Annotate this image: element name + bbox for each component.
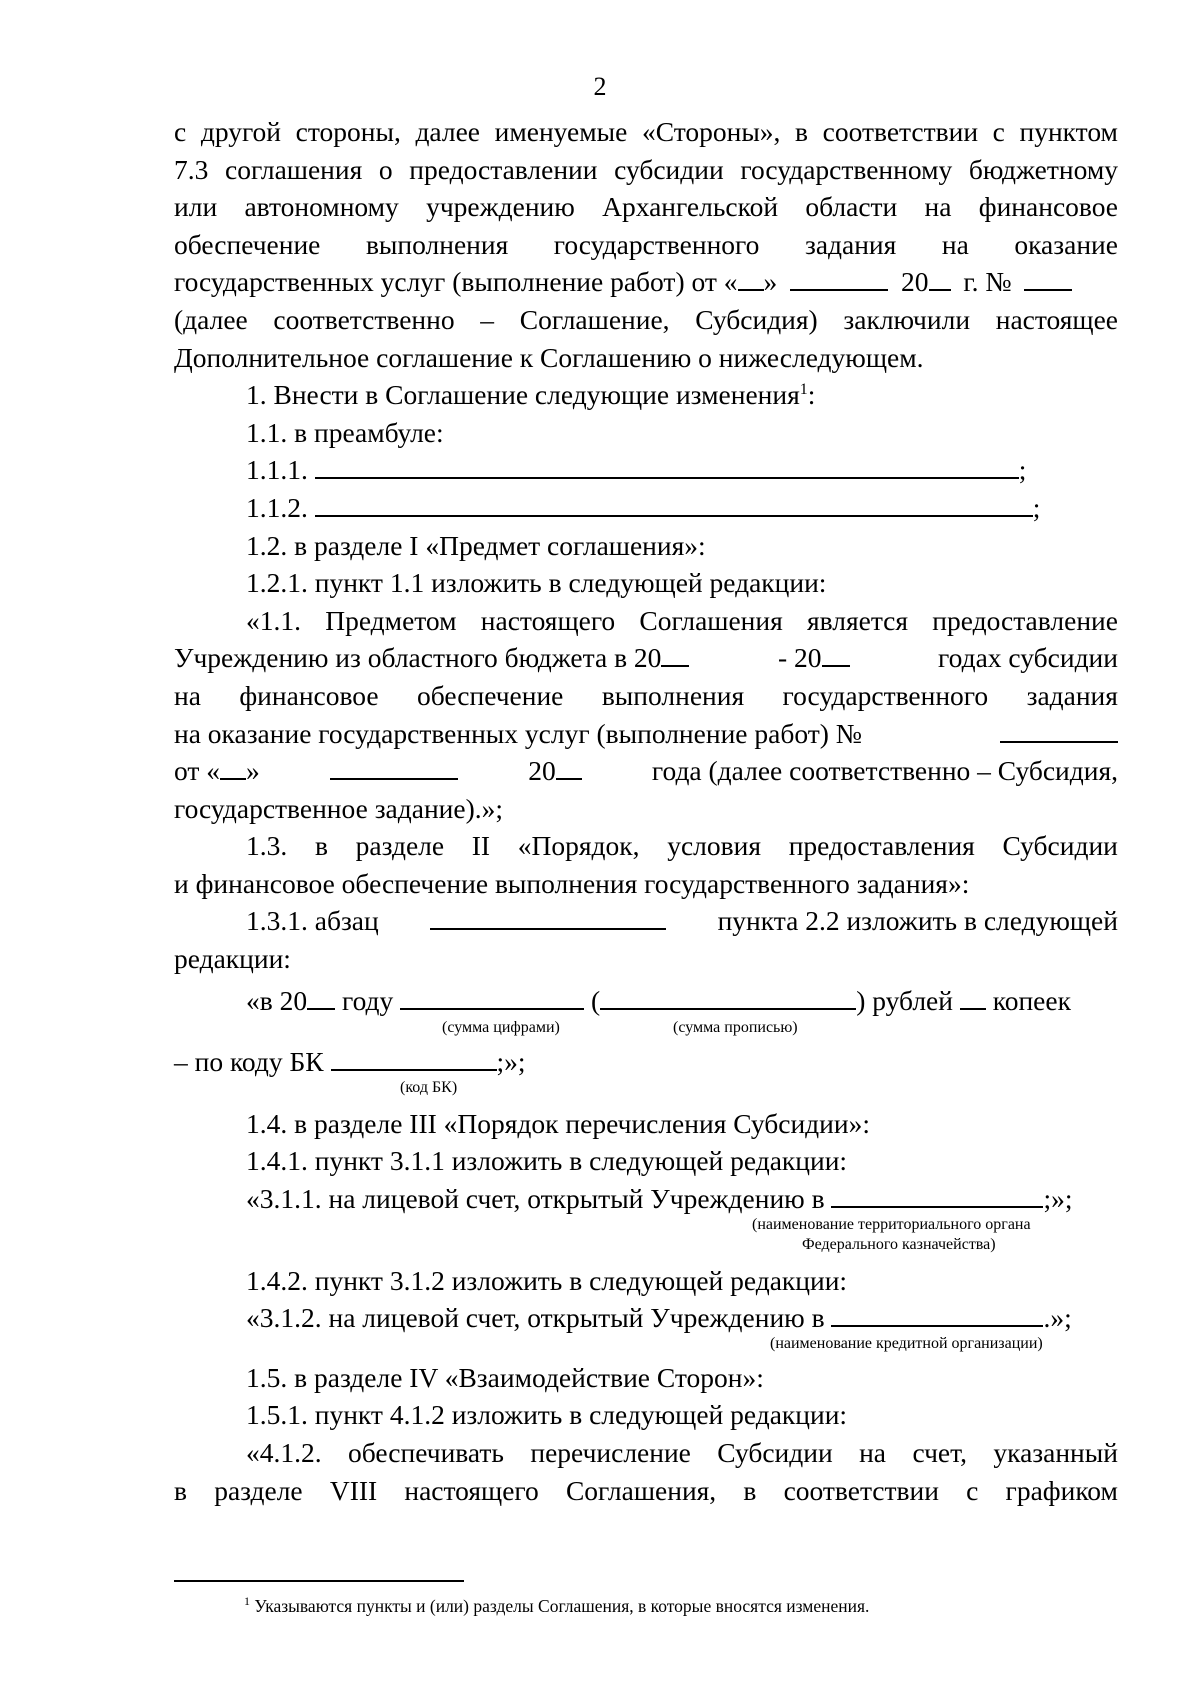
year-from-blank (661, 639, 689, 667)
item-1-colon: : (807, 379, 816, 411)
word: на (174, 679, 201, 711)
amount-line (174, 982, 1118, 1020)
item-1-3-1-line-1 (174, 902, 1118, 940)
quote-1-1-text-5d: года (далее соответственно – Субсидия, (651, 755, 1118, 787)
intro-line-4 (174, 226, 1118, 264)
quote-1-1-line-2 (174, 639, 1118, 677)
paragraph-blank (430, 902, 666, 930)
item-1-1-2-blank (315, 489, 1033, 517)
task-year-blank (556, 752, 582, 780)
footnote-text: Указываются пункты и (или) разделы Соглашения, в которые вносятся изменения. (250, 1596, 870, 1616)
item-1-5-1: 1.5.1. пункт 4.1.2 изложить в следующей редакции: (246, 1399, 848, 1431)
item-1-3-line-2: и финансовое обеспечение выполнения государственного задания»: (174, 867, 970, 899)
word: пунктом (1019, 116, 1118, 147)
word: соответственно (273, 303, 455, 335)
word: выполнения (601, 679, 745, 711)
intro-text-5c: 20 (901, 266, 929, 298)
word: финансовое (978, 191, 1118, 223)
word: оказание (1014, 228, 1118, 260)
word: обеспечивать (348, 1437, 504, 1468)
year-blank (929, 263, 951, 291)
quote-1-1-year-wrap (528, 752, 582, 790)
word: стороны, (295, 116, 401, 147)
item-1-1-1-label: 1.1.1. (246, 454, 308, 486)
quote-1-1-line-5 (174, 752, 1118, 790)
word: области (805, 191, 898, 223)
item-1-1-2 (174, 489, 1118, 527)
intro-text-5a: государственных услуг (выполнение работ) от « (174, 266, 738, 298)
quote-1-1-line-6: государственное задание).»; (174, 792, 504, 824)
word: Субсидия) (695, 303, 818, 335)
amount-captions (174, 1019, 1118, 1043)
number-blank (1024, 263, 1072, 291)
intro-line-6 (174, 301, 1118, 339)
intro-line-7: Дополнительное соглашение к Соглашению о нижеследующем. (174, 341, 924, 373)
quote-1-1-line-1 (174, 602, 1118, 640)
sum-words-blank (600, 982, 856, 1010)
word: II (471, 830, 491, 862)
item-1-3-1-text-b: пункта 2.2 изложить в следующей (717, 905, 1118, 937)
quote-3-1-2-text: «3.1.2. на лицевой счет, открытый Учреждению в (246, 1302, 825, 1334)
item-1-3-line-1 (174, 827, 1118, 865)
quote-3-1-2 (174, 1299, 1118, 1337)
word: настоящего (404, 1474, 539, 1506)
bk-line (174, 1043, 1118, 1081)
word: именуемые (494, 116, 628, 147)
footnote (244, 1596, 869, 1617)
word: выполнения (365, 228, 509, 260)
bk-suffix: ;»; (496, 1046, 526, 1078)
item-1-4-1: 1.4.1. пункт 3.1.1 изложить в следующей редакции: (246, 1145, 848, 1177)
item-1-4-2: 1.4.2. пункт 3.1.2 изложить в следующей редакции: (246, 1264, 848, 1296)
quote-1-1-text-2a-wrap (174, 639, 689, 677)
bk-code-caption: (код БК) (400, 1078, 458, 1096)
word: предоставлении (409, 153, 598, 185)
word: «4.1.2. (246, 1437, 322, 1468)
word: Субсидии (1002, 830, 1118, 862)
treasury-blank (831, 1180, 1043, 1208)
word: предоставление (932, 604, 1118, 636)
page-number: 2 (593, 72, 607, 101)
item-1-1-2-end: ; (1032, 491, 1041, 523)
word: Соглашения, (565, 1474, 717, 1506)
quote-1-1-text-2a: Учреждению из областного бюджета в 20 (174, 642, 662, 674)
treasury-captions (174, 1215, 1118, 1262)
footnote-separator (174, 1580, 464, 1582)
quote-1-1-text-2b: - 20 (777, 642, 822, 674)
task-number-blank (1000, 715, 1118, 743)
item-1-2: 1.2. в разделе I «Предмет соглашения»: (246, 529, 706, 561)
intro-line-5 (174, 263, 1118, 301)
word: соглашения (225, 153, 363, 185)
word: разделе (214, 1474, 303, 1506)
word: на (859, 1437, 887, 1468)
word: или (174, 191, 218, 223)
item-1-1-1-blank (315, 451, 1019, 479)
amount-year-prefix: «в 20 (246, 984, 308, 1016)
word: Соглашения (639, 604, 783, 636)
item-1 (174, 376, 1118, 414)
word: условия (667, 830, 761, 862)
word: государственного (553, 228, 760, 260)
intro-text-5b: » (763, 266, 778, 298)
quote-4-1-2-line-1 (174, 1434, 1118, 1472)
footnote-reference: 1 (799, 381, 808, 398)
word: «Порядок, (517, 830, 640, 862)
item-1-3-1-line-2: редакции: (174, 943, 291, 975)
word: с (966, 1474, 979, 1506)
credit-org-captions (174, 1334, 1118, 1359)
item-1-text: 1. Внести в Соглашение следующие изменения (246, 379, 800, 411)
treasury-caption-1: (наименование территориального органа (752, 1215, 1031, 1233)
word: заключили (843, 303, 971, 335)
word: «1.1. (246, 604, 301, 636)
item-1-1-1 (174, 451, 1118, 489)
word: задания (804, 228, 897, 260)
word: в (795, 116, 809, 147)
word: учреждению (426, 191, 575, 223)
word: Субсидии (717, 1437, 833, 1468)
word: настоящего (480, 604, 616, 636)
word: о (378, 153, 393, 185)
kopecks-blank (960, 982, 986, 1010)
word: разделе (355, 830, 445, 862)
word: 7.3 (174, 153, 209, 185)
word: графиком (1005, 1474, 1118, 1506)
word: Соглашение, (519, 303, 670, 335)
amount-year-blank (307, 982, 335, 1010)
document-body (174, 113, 1118, 1509)
sum-digits-caption: (сумма цифрами) (442, 1019, 560, 1037)
intro-line-3 (174, 188, 1118, 226)
word: является (806, 604, 909, 636)
rubles-word: ) рублей (856, 984, 953, 1016)
word: указанный (993, 1437, 1118, 1468)
task-month-blank (330, 752, 458, 780)
word: на (924, 191, 952, 223)
credit-org-blank (831, 1299, 1043, 1327)
sum-words-caption: (сумма прописью) (673, 1019, 798, 1037)
word: бюджетному (968, 153, 1118, 185)
word: перечисление (530, 1437, 691, 1468)
quote-1-1-line-3 (174, 677, 1118, 715)
word: с (174, 116, 187, 147)
word: Предметом (325, 604, 457, 636)
quote-4-1-2-line-2 (174, 1472, 1118, 1510)
word: государственного (782, 679, 989, 711)
word: счет, (912, 1437, 967, 1468)
word: 1.3. (246, 830, 288, 862)
day-blank (738, 263, 764, 291)
quote-1-1-text-5b: » (246, 755, 260, 787)
bk-prefix: – по коду БК (174, 1046, 324, 1078)
item-1-4: 1.4. в разделе III «Порядок перечисления Субсидии»: (246, 1107, 871, 1139)
quote-3-1-1-text: «3.1.1. на лицевой счет, открытый Учреждению в (246, 1183, 825, 1215)
footnote-mark: 1 (244, 1594, 250, 1609)
intro-line-1 (174, 113, 1118, 151)
treasury-caption-2: Федерального казначейства) (802, 1235, 996, 1253)
word: обеспечение (417, 679, 564, 711)
bk-code-blank (331, 1043, 497, 1071)
intro-text-5d: г. № (963, 266, 1012, 298)
item-1-1: 1.1. в преамбуле: (246, 416, 444, 448)
word: соответствии (783, 1474, 939, 1506)
word: (далее (174, 303, 248, 335)
item-1-1-1-end: ; (1018, 454, 1027, 486)
quote-3-1-1-end: ;»; (1043, 1183, 1073, 1215)
task-day-blank (220, 752, 246, 780)
quote-1-1-line-4 (174, 715, 1118, 753)
word: Архангельской (602, 191, 779, 223)
quote-1-1-date-wrap (174, 752, 260, 790)
word: в (314, 830, 328, 862)
quote-1-1-text-5a: от « (174, 755, 221, 787)
word: VIII (329, 1474, 378, 1506)
amount-year-word: году (342, 984, 394, 1016)
word: обеспечение (174, 228, 321, 260)
item-1-1-2-label: 1.1.2. (246, 491, 308, 523)
word: автономному (244, 191, 399, 223)
word: задания (1026, 679, 1118, 711)
intro-line-2 (174, 151, 1118, 189)
word: в (174, 1474, 187, 1506)
month-blank (790, 263, 888, 291)
word: – (480, 303, 495, 335)
item-1-3-1-text-a: 1.3.1. абзац (246, 905, 379, 937)
bk-captions (174, 1078, 1118, 1105)
quote-1-1-text-4: на оказание государственных услуг (выполнение работ) № (174, 717, 862, 749)
word: «Стороны», (641, 116, 781, 147)
quote-1-1-text-2c: годах субсидии (938, 642, 1118, 674)
word: другой (200, 116, 282, 147)
word: государственному (740, 153, 953, 185)
word: далее (415, 116, 481, 147)
sum-digits-blank (400, 982, 584, 1010)
word: настоящее (995, 303, 1118, 335)
item-1-2-1: 1.2.1. пункт 1.1 изложить в следующей редакции: (246, 567, 827, 599)
quote-1-1-text-2b-wrap (778, 639, 850, 677)
word: предоставления (788, 830, 975, 862)
quote-3-1-2-end: .»; (1043, 1302, 1072, 1334)
credit-org-caption: (наименование кредитной организации) (770, 1334, 1043, 1352)
word: соответствии (822, 116, 979, 147)
word: финансовое (239, 679, 379, 711)
word: субсидии (614, 153, 724, 185)
item-1-5: 1.5. в разделе IV «Взаимодействие Сторон»: (246, 1361, 764, 1393)
kopecks-word: копеек (992, 984, 1071, 1016)
year-to-blank (822, 639, 850, 667)
word: в (743, 1474, 757, 1506)
sum-words-open: ( (591, 984, 601, 1016)
quote-3-1-1 (174, 1180, 1118, 1218)
word: с (992, 116, 1005, 147)
word: на (941, 228, 969, 260)
quote-1-1-text-5c: 20 (528, 755, 556, 787)
